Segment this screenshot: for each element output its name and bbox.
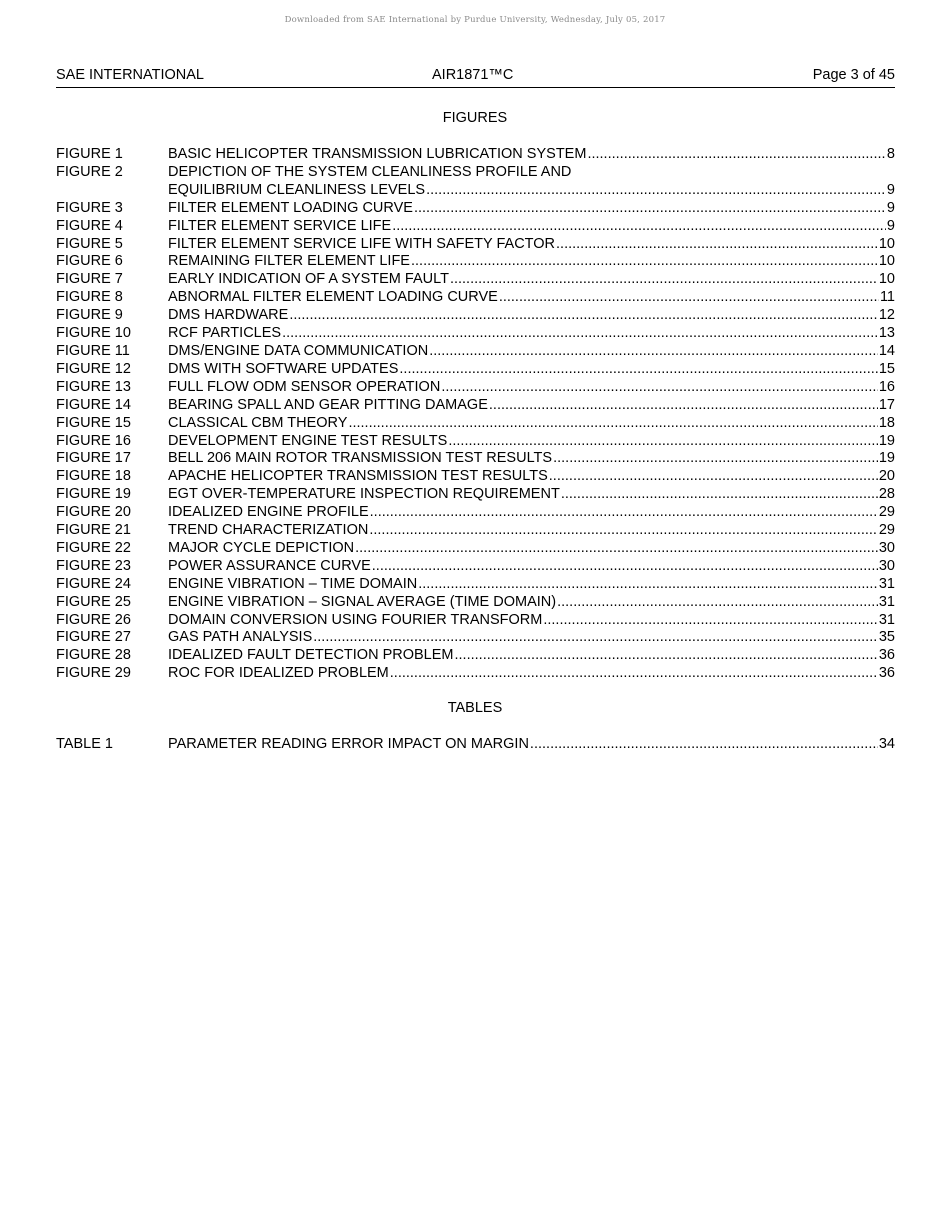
toc-entry-label: FIGURE 1 [56, 146, 123, 162]
toc-entry[interactable] [56, 504, 895, 522]
toc-entry-label: FIGURE 2 [56, 163, 123, 180]
toc-entry-page: 10 [878, 235, 895, 252]
dot-leader [549, 468, 878, 486]
dot-leader [553, 450, 878, 468]
toc-entry-label: FIGURE 26 [56, 611, 131, 628]
toc-entry-page: 34 [878, 736, 895, 752]
toc-entry[interactable] [56, 361, 895, 379]
toc-entry[interactable] [56, 253, 895, 271]
toc-entry-page: 9 [886, 217, 895, 234]
toc-entry-title: FILTER ELEMENT LOADING CURVE [168, 199, 413, 216]
toc-entry[interactable] [56, 325, 895, 343]
toc-entry-page: 19 [878, 432, 895, 449]
toc-entry[interactable] [56, 486, 895, 504]
toc-entry[interactable] [56, 522, 895, 540]
dot-leader [390, 665, 878, 683]
toc-entry-title: IDEALIZED FAULT DETECTION PROBLEM [168, 647, 454, 664]
toc-entry[interactable] [56, 594, 895, 612]
toc-entry-page: 8 [886, 146, 895, 162]
dot-leader [399, 361, 877, 379]
toc-entry[interactable] [56, 379, 895, 397]
toc-entry[interactable] [56, 343, 895, 361]
toc-entry-label: FIGURE 23 [56, 557, 131, 574]
toc-entry-label: FIGURE 13 [56, 378, 131, 395]
toc-entry-label: FIGURE 21 [56, 522, 131, 539]
toc-entry[interactable] [56, 415, 895, 433]
dot-leader [418, 576, 878, 594]
toc-entry-page: 19 [878, 450, 895, 467]
toc-entry-page: 12 [878, 307, 895, 324]
dot-leader [455, 647, 878, 665]
toc-entry[interactable] [56, 236, 895, 254]
toc-entry[interactable] [56, 665, 895, 683]
dot-leader [426, 182, 886, 200]
toc-entry-title: BEARING SPALL AND GEAR PITTING DAMAGE [168, 396, 488, 413]
toc-entry-page: 30 [878, 539, 895, 556]
document-number: AIR1871™C [432, 67, 514, 83]
toc-entry[interactable] [56, 289, 895, 307]
toc-entry-page: 16 [878, 378, 895, 395]
toc-entry-page: 28 [878, 486, 895, 503]
toc-entry-title: DOMAIN CONVERSION USING FOURIER TRANSFORM [168, 611, 543, 628]
dot-leader [556, 236, 878, 254]
toc-entry-label: FIGURE 17 [56, 450, 131, 467]
toc-entry[interactable] [56, 629, 895, 647]
toc-entry-title: POWER ASSURANCE CURVE [168, 557, 371, 574]
page-number: Page 3 of 45 [812, 67, 895, 83]
toc-entry-title: BELL 206 MAIN ROTOR TRANSMISSION TEST RESULTS [168, 450, 553, 467]
toc-entry-label: FIGURE 29 [56, 665, 131, 682]
toc-entry-page: 30 [878, 557, 895, 574]
toc-entry-page: 11 [879, 289, 895, 306]
toc-entry[interactable] [56, 468, 895, 486]
toc-entry-page: 31 [878, 593, 895, 610]
toc-entry-label: FIGURE 7 [56, 271, 123, 288]
toc-entry-label: FIGURE 10 [56, 325, 131, 342]
download-watermark: Downloaded from SAE International by Purdue University, Wednesday, July 05, 2017 [284, 15, 666, 25]
dot-leader [289, 307, 878, 325]
toc-entry-title: EARLY INDICATION OF A SYSTEM FAULT [168, 271, 449, 288]
toc-entry-label: FIGURE 19 [56, 486, 131, 503]
toc-entry[interactable] [56, 647, 895, 665]
toc-entry-page: 31 [878, 575, 895, 592]
page-header [56, 67, 895, 88]
toc-entry[interactable] [56, 164, 895, 200]
toc-entry-label: FIGURE 22 [56, 539, 131, 556]
toc-entry-page: 14 [878, 342, 895, 359]
toc-entry[interactable] [56, 200, 895, 218]
toc-entry-label: FIGURE 6 [56, 253, 123, 270]
tables-list [56, 736, 895, 754]
toc-entry-label: FIGURE 16 [56, 432, 131, 449]
toc-entry-page: 13 [878, 325, 895, 342]
toc-entry-label: FIGURE 20 [56, 504, 131, 521]
toc-entry-page: 15 [878, 360, 895, 377]
toc-entry-title: GAS PATH ANALYSIS [168, 629, 313, 646]
toc-entry-page: 10 [878, 271, 895, 288]
toc-entry-title: DMS/ENGINE DATA COMMUNICATION [168, 342, 429, 359]
toc-entry[interactable] [56, 558, 895, 576]
dot-leader [369, 522, 878, 540]
dot-leader [348, 415, 877, 433]
toc-entry-page: 10 [878, 253, 895, 270]
toc-entry-title: ROC FOR IDEALIZED PROBLEM [168, 665, 389, 682]
dot-leader [499, 289, 879, 307]
dot-leader [530, 736, 878, 754]
toc-entry-label: FIGURE 25 [56, 593, 131, 610]
toc-entry-label: FIGURE 28 [56, 647, 131, 664]
toc-entry-label: FIGURE 24 [56, 575, 131, 592]
toc-entry[interactable] [56, 540, 895, 558]
toc-entry-title: PARAMETER READING ERROR IMPACT ON MARGIN [168, 736, 529, 752]
toc-entry[interactable] [56, 271, 895, 289]
dot-leader [441, 379, 878, 397]
toc-entry-label: FIGURE 12 [56, 360, 131, 377]
toc-entry-title: DMS HARDWARE [168, 307, 289, 324]
dot-leader [313, 629, 878, 647]
dot-leader [489, 397, 878, 415]
dot-leader [355, 540, 878, 558]
toc-entry-page: 31 [878, 611, 895, 628]
toc-entry-title: FILTER ELEMENT SERVICE LIFE [168, 217, 392, 234]
toc-entry-page: 9 [886, 199, 895, 216]
toc-entry-label: TABLE 1 [56, 736, 113, 752]
toc-entry-title: FULL FLOW ODM SENSOR OPERATION [168, 378, 441, 395]
toc-entry-label: FIGURE 11 [56, 342, 130, 359]
toc-entry-title: FILTER ELEMENT SERVICE LIFE WITH SAFETY FACTOR [168, 235, 556, 252]
toc-entry-title: REMAINING FILTER ELEMENT LIFE [168, 253, 410, 270]
toc-entry-label: FIGURE 8 [56, 289, 123, 306]
figures-heading: FIGURES [442, 110, 508, 126]
toc-entry-title: TREND CHARACTERIZATION [168, 522, 369, 539]
dot-leader [370, 504, 878, 522]
toc-entry-page: 35 [878, 629, 895, 646]
toc-entry-page: 20 [878, 468, 895, 485]
toc-entry-title: ABNORMAL FILTER ELEMENT LOADING CURVE [168, 289, 498, 306]
toc-entry-page: 29 [878, 522, 895, 539]
toc-entry-page: 36 [878, 665, 895, 682]
toc-entry[interactable] [56, 397, 895, 415]
toc-entry-label: FIGURE 14 [56, 396, 131, 413]
dot-leader [557, 594, 878, 612]
toc-entry-label: FIGURE 9 [56, 307, 123, 324]
dot-leader [282, 325, 878, 343]
dot-leader [543, 612, 878, 630]
dot-leader [372, 558, 878, 576]
dot-leader [561, 486, 878, 504]
toc-entry-label: FIGURE 5 [56, 235, 123, 252]
toc-entry-page: 9 [886, 181, 895, 198]
dot-leader [450, 271, 878, 289]
toc-entry-title: ENGINE VIBRATION – SIGNAL AVERAGE (TIME DOMAIN) [168, 593, 557, 610]
publisher-name: SAE INTERNATIONAL [56, 67, 204, 83]
dot-leader [392, 218, 886, 236]
dot-leader [414, 200, 886, 218]
toc-entry-title: MAJOR CYCLE DEPICTION [168, 539, 355, 556]
toc-entry-label: FIGURE 3 [56, 199, 123, 216]
toc-entry-title: DEVELOPMENT ENGINE TEST RESULTS [168, 432, 448, 449]
toc-entry-title: CLASSICAL CBM THEORY [168, 414, 348, 431]
toc-entry[interactable] [56, 146, 895, 164]
toc-entry-label: FIGURE 18 [56, 468, 131, 485]
dot-leader [448, 433, 878, 451]
toc-entry[interactable] [56, 307, 895, 325]
toc-entry-title: BASIC HELICOPTER TRANSMISSION LUBRICATION SYSTEM [168, 146, 587, 162]
toc-entry[interactable] [56, 218, 895, 236]
toc-entry-title: APACHE HELICOPTER TRANSMISSION TEST RESULTS [168, 468, 548, 485]
toc-entry[interactable] [56, 736, 895, 754]
toc-entry-label: FIGURE 27 [56, 629, 131, 646]
tables-heading: TABLES [447, 700, 503, 716]
dot-leader [587, 146, 885, 164]
toc-entry[interactable] [56, 612, 895, 630]
toc-entry-title: ENGINE VIBRATION – TIME DOMAIN [168, 575, 418, 592]
toc-entry[interactable] [56, 433, 895, 451]
toc-entry-page: 29 [878, 504, 895, 521]
toc-entry-title: EQUILIBRIUM CLEANLINESS LEVELS [168, 181, 426, 198]
dot-leader [411, 253, 878, 271]
toc-entry-label: FIGURE 15 [56, 414, 131, 431]
toc-entry-title: EGT OVER-TEMPERATURE INSPECTION REQUIREMENT [168, 486, 560, 503]
toc-entry[interactable] [56, 576, 895, 594]
toc-entry-title: IDEALIZED ENGINE PROFILE [168, 504, 369, 521]
toc-entry-page: 36 [878, 647, 895, 664]
toc-entry-title: DMS WITH SOFTWARE UPDATES [168, 360, 399, 377]
toc-entry-title-line1: DEPICTION OF THE SYSTEM CLEANLINESS PROFILE AND [168, 163, 572, 180]
figures-list [56, 146, 895, 683]
toc-entry-page: 18 [878, 414, 895, 431]
toc-entry-label: FIGURE 4 [56, 217, 123, 234]
toc-entry[interactable] [56, 450, 895, 468]
toc-entry-title: RCF PARTICLES [168, 325, 282, 342]
toc-entry-page: 17 [878, 396, 895, 413]
dot-leader [429, 343, 878, 361]
